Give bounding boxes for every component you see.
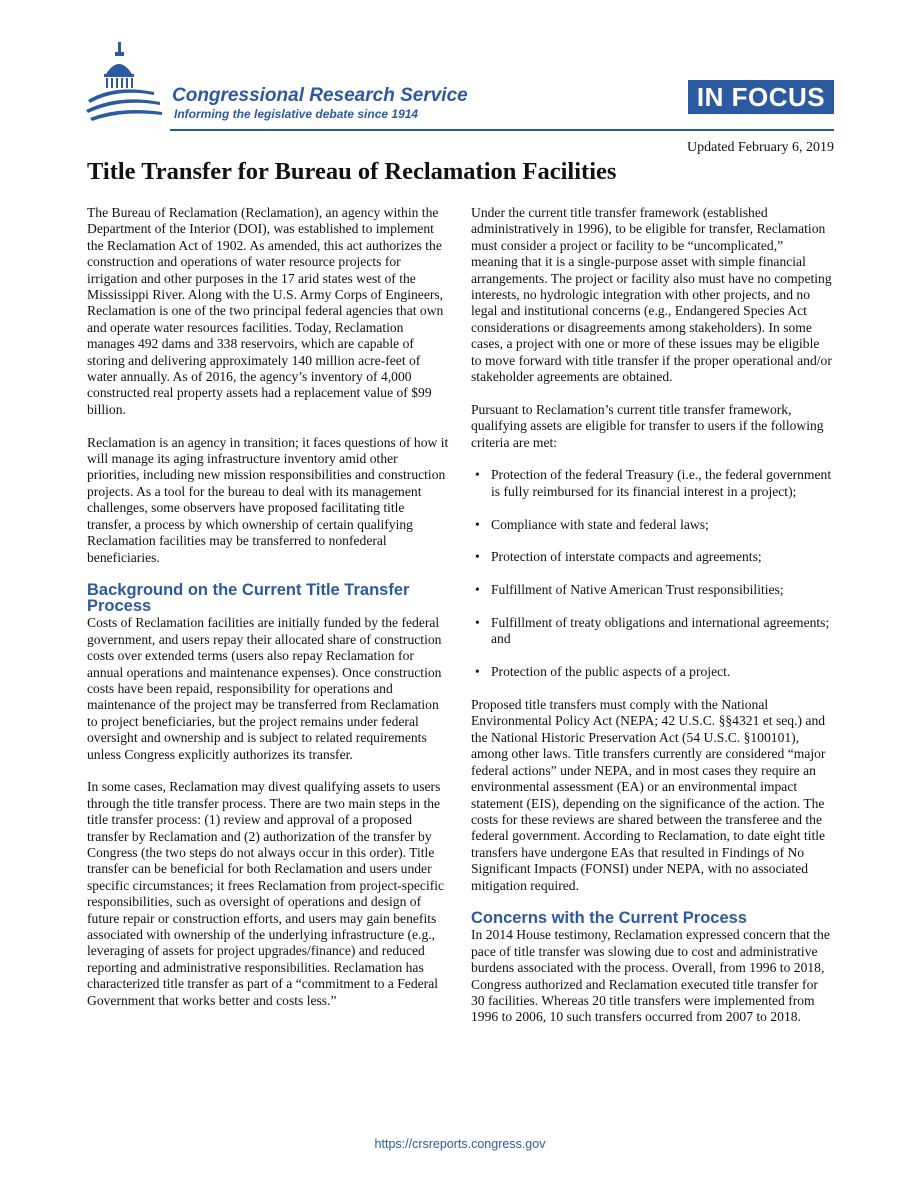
- page-header: [0, 0, 920, 155]
- section-heading-background: Background on the Current Title Transfer Process: [87, 581, 410, 616]
- list-item: • Compliance with state and federal laws;: [471, 517, 833, 533]
- paragraph: Under the current title transfer framework (established administratively in 1996), to be eligible for transfer, Reclamation must consider a project or facility to be “uncomplicated,” meaning that it is a single-purpose asset with simple financial arrangements. The project or facility also must have no competing interests, no hydrologic integration with other projects, and no legal and institutional concerns (e.g., Endangered Species Act considerations or disagreements among stakeholders). In some cases, a project with one or more of these issues may be eligible to move forward with title transfer if the proper operational and/or stakeholder agreements are obtained.: [471, 205, 832, 385]
- capitol-dome-icon: [84, 40, 164, 130]
- paragraph: Reclamation is an agency in transition; it faces questions of how it will manage its aging infrastructure inventory amid other priorities, including new mission responsibilities and construction projects. As a tool for the bureau to deal with its management challenges, some observers have proposed facilitating title transfer, a process by which ownership of certain qualifying Reclamation facilities may be transferred to nonfederal beneficiaries.: [87, 434, 449, 565]
- org-name: Congressional Research Service: [172, 85, 468, 106]
- updated-date: Updated February 6, 2019: [687, 140, 834, 155]
- header-rule: [170, 129, 834, 131]
- list-item: • Protection of the federal Treasury (i.e., the federal government is fully reimbursed for its financial interest in a project);: [471, 467, 833, 500]
- list-item: • Protection of the public aspects of a project.: [471, 664, 833, 680]
- paragraph: Pursuant to Reclamation’s current title transfer framework, qualifying assets are eligible for transfer to users if the following criteria are met:: [471, 401, 824, 450]
- paragraph: Costs of Reclamation facilities are initially funded by the federal government, and users repay their allocated share of construction costs over extended terms (users also repay Reclamation for annual operations and maintenance expenses). Once construction costs have been repaid, responsibility for operations and maintenance of the project may be transferred from Reclamation to project beneficiaries, but the project remains under federal oversight and ownership and is subject to related requirements unless Congress explicitly authorizes its transfer.: [87, 615, 442, 762]
- right-column: [471, 205, 833, 1042]
- paragraph: Proposed title transfers must comply with the National Environmental Policy Act (NEPA; 42 U.S.C. §§4321 et seq.) and the National Historic Preservation Act (54 U.S.C. §100101), among other laws. Title transfers currently are considered “major federal actions” under NEPA, and in most cases they require an environmental assessment (EA) or an environmental impact statement (EIS), depending on the significance of the action. The costs for these reviews are shared between the transferee and the federal government. According to Reclamation, to date eight title transfers have undergone EAs that resulted in Findings of No Significant Impacts (FONSI) under NEPA, with no associated mitigation required.: [471, 697, 826, 893]
- footer-link[interactable]: https://crsreports.congress.gov: [374, 1137, 546, 1151]
- section-heading-concerns: Concerns with the Current Process: [471, 909, 747, 928]
- list-item: • Fulfillment of treaty obligations and international agreements; and: [471, 615, 833, 648]
- criteria-list: [471, 467, 833, 680]
- list-item: • Protection of interstate compacts and agreements;: [471, 549, 833, 565]
- list-item: • Fulfillment of Native American Trust responsibilities;: [471, 582, 833, 598]
- paragraph: In 2014 House testimony, Reclamation expressed concern that the pace of title transfer was slowing due to cost and administrative burdens associated with the process. Overall, from 1996 to 2018, Congress authorized and Reclamation executed title transfer for 30 facilities. Whereas 20 title transfers were implemented from 1996 to 2006, 10 such transfers occurred from 2007 to 2018.: [471, 927, 830, 1025]
- page-title: Title Transfer for Bureau of Reclamation Facilities: [87, 158, 617, 185]
- left-column: [87, 205, 449, 1025]
- paragraph: The Bureau of Reclamation (Reclamation), an agency within the Department of the Interior (DOI), was established to implement the Reclamation Act of 1902. As amended, this act authorizes the construction and operations of water resource projects for irrigation and other purposes in the 17 arid states west of the Mississippi River. Along with the U.S. Army Corps of Engineers, Reclamation is one of the two principal federal agencies that own and operate water resources facilities. Today, Reclamation manages 492 dams and 338 reservoirs, which are capable of storing and delivering approximately 140 million acre-feet of water annually. As of 2016, the agency’s inventory of 4,000 constructed real property assets had a replacement value of $99 billion.: [87, 205, 444, 417]
- paragraph: In some cases, Reclamation may divest qualifying assets to users through the title transfer process. There are two main steps in the title transfer process: (1) review and approval of a proposed transfer by Reclamation and (2) authorization of the transfer by Congress (the two steps do not always occur in this order). Title transfer can be beneficial for both Reclamation and users under specific circumstances; it frees Reclamation from project-specific responsibilities, such as oversight of operations and design of future repair or construction efforts, and users may gain benefits associated with ownership of the underlying infrastructure (e.g., leveraging of assets for project upgrades/finance) and reduced reporting and administrative responsibilities. Reclamation has characterized title transfer as part of a “commitment to a Federal Government that works better and costs less.”: [87, 779, 445, 1008]
- org-tagline: Informing the legislative debate since 1914: [174, 107, 419, 121]
- in-focus-badge: IN FOCUS: [688, 80, 834, 114]
